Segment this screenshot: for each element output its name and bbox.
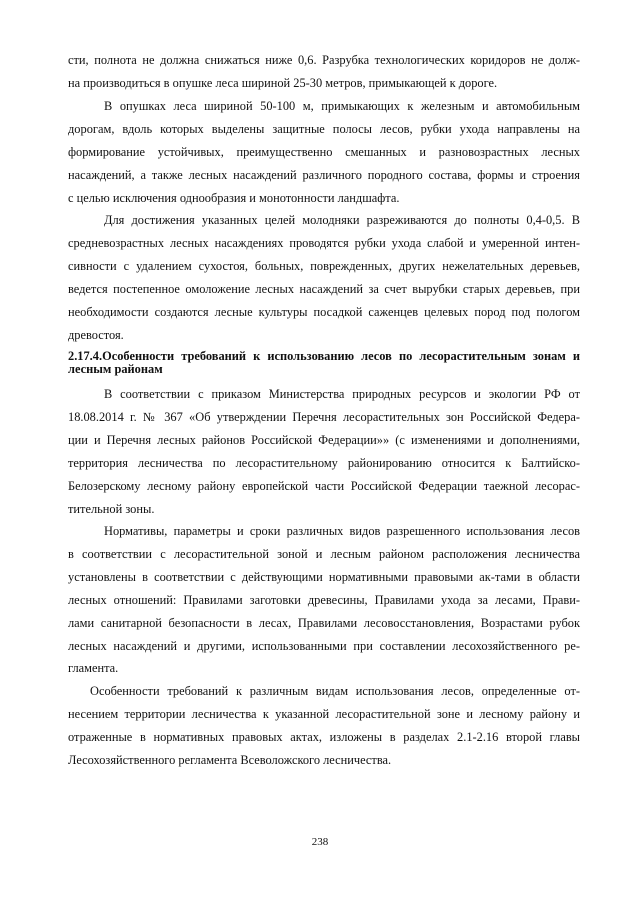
text-line: в соответствии с лесорастительной зоной и лесным районом расположения лесничества (68, 546, 580, 561)
text-line: Лесохозяйственного регламента Всеволожского лесничества. (68, 752, 392, 767)
heading-line: 2.17.4.Особенности требований к использованию лесов по лесорастительным зонам и (68, 349, 580, 363)
text-line: территория лесничества по лесорастительному районированию относится к Балтийско- (68, 455, 580, 470)
text-line: гламента. (68, 661, 119, 676)
text-line: насаждений, а также лесных насаждений различного породного состава, формы и строения (68, 167, 580, 182)
section-heading (68, 350, 580, 376)
paragraph-norms (68, 520, 580, 680)
page-number: 238 (311, 836, 329, 848)
text-line: 18.08.2014 г. № 367 «Об утверждении Перечня лесорастительных зон Российской Федера- (68, 409, 580, 424)
text-line: необходимости создаются лесные культуры посадкой саженцев целевых пород под пологом (68, 304, 580, 319)
text-line: дорогам, вдоль которых выделены защитные полосы лесов, рубки ухода направлены на (68, 121, 580, 136)
text-line: тительной зоны. (68, 501, 155, 516)
text-line: отраженные в нормативных правовых актах, изложены в разделах 2.1-2.16 второй главы (68, 729, 580, 744)
text-line: Особенности требований к различным видам использования лесов, определенные от- (90, 684, 580, 698)
text-line: формирование устойчивых, преимущественно смешанных и разновозрастных лесных (68, 144, 580, 159)
text-line: лесных насаждений и другими, использованными при составлении лесохозяйственного ре- (68, 638, 580, 653)
paragraph-features (68, 680, 580, 772)
text-line: на производиться в опушке леса шириной 25-30 метров, примыкающей к дороге. (68, 75, 498, 90)
text-line: Нормативы, параметры и сроки различных видов разрешенного использования лесов (104, 524, 580, 538)
text-line: В соответствии с приказом Министерства природных ресурсов и экологии РФ от (104, 387, 580, 401)
text-line: несением территории лесничества к указанной лесорастительной зоне и лесному району и (68, 706, 580, 721)
text-line: сти, полнота не должна снижаться ниже 0,6. Разрубка технологических коридоров не долж- (68, 53, 580, 67)
text-line: средневозрастных лесных насаждениях проводятся рубки ухода слабой и умеренной интен- (68, 235, 580, 250)
text-line: установлены в соответствии с действующими нормативными правовыми ак-тами в области (68, 569, 580, 584)
text-line: Для достижения указанных целей молодняки разреживаются до полноты 0,4-0,5. В (104, 213, 580, 227)
text-line: В опушках леса шириной 50-100 м, примыкающих к железным и автомобильным (104, 99, 580, 113)
text-line: Белозерскому лесному району европейской части Российской Федерации таежной лесорас- (68, 478, 580, 493)
text-line: ции и Перечня лесных районов Российской Федерации»» (с изменениями и дополнениями, (68, 432, 580, 447)
text-line: древостоя. (68, 327, 124, 342)
heading-line: лесным районам (68, 362, 163, 376)
text-line: ведется постепенное омоложение лесных насаждений за счет вырубки старых деревьев, при (68, 281, 580, 296)
text-line: лесных отношений: Правилами заготовки древесины, Правилами ухода за лесами, Прави- (68, 592, 580, 607)
paragraph-forest-edges (68, 95, 580, 210)
text-line: лами санитарной безопасности в лесах, Правилами лесовосстановления, Возрастами рубок (68, 615, 580, 630)
paragraph-continuation (68, 49, 580, 95)
paragraph-ministry-order (68, 383, 580, 520)
text-line: сивности с удалением сухостоя, больных, поврежденных, других нежелательных деревьев, (68, 258, 580, 273)
text-line: с целью исключения однообразия и монотонности ландшафта. (68, 190, 400, 205)
paragraph-young-stands (68, 209, 580, 346)
